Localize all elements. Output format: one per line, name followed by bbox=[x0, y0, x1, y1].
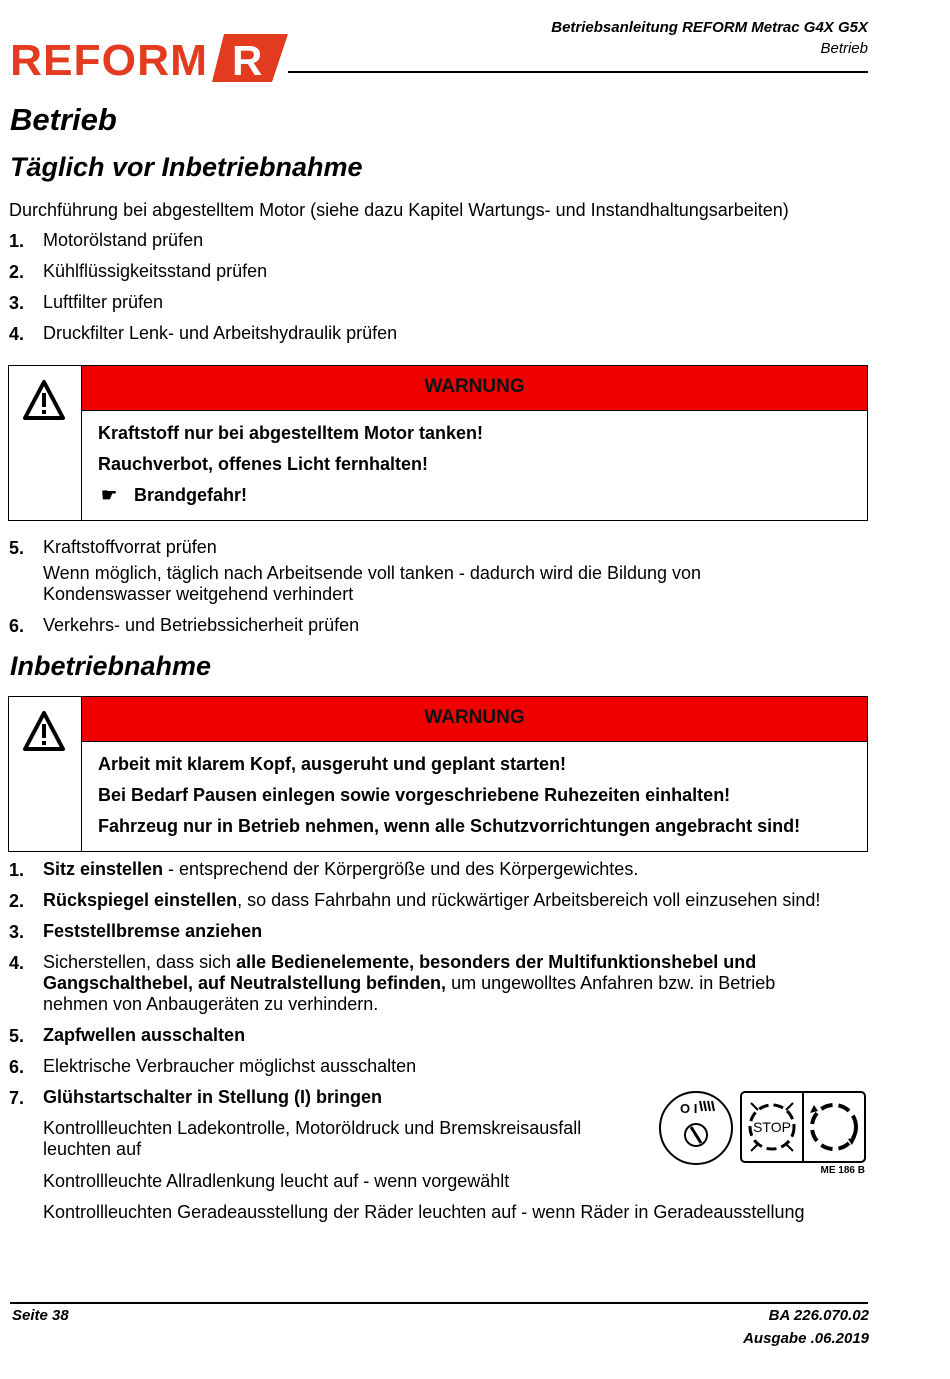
list-item-note: Kontrollleuchten Geradeausstellung der Räder leuchten auf - wenn Räder in Geradeausstellung bbox=[43, 1202, 805, 1222]
ignition-switch-icon bbox=[660, 1092, 732, 1164]
warning-icon-cell bbox=[9, 366, 82, 520]
list-number: 3. bbox=[9, 293, 25, 313]
list-number: 6. bbox=[9, 1057, 25, 1077]
page-title: Betrieb bbox=[10, 102, 117, 137]
warning-triangle-icon bbox=[9, 366, 81, 446]
footer-page-number: Seite 38 bbox=[12, 1307, 69, 1324]
control-lamps-panel bbox=[741, 1092, 865, 1162]
list-item-note: Kontrollleuchten Ladekontrolle, Motoröldruck und Bremskreisausfall leuchten auf bbox=[43, 1118, 582, 1159]
footer-doc-number: BA 226.070.02 bbox=[768, 1307, 869, 1324]
stop-lamp-icon bbox=[750, 1103, 794, 1151]
logo-wordmark: REFORM bbox=[10, 36, 208, 85]
glow-start-switch-figure bbox=[658, 1089, 870, 1177]
warning-triangle-icon bbox=[9, 697, 81, 777]
footer-rule bbox=[10, 1302, 868, 1304]
list-number: 6. bbox=[9, 616, 25, 636]
list-item: Verkehrs- und Betriebssicherheit prüfen bbox=[43, 615, 360, 635]
list-item-note: Wenn möglich, täglich nach Arbeitsende voll tanken - dadurch wird die Bildung von Kondenswasser weitgehend verhindert bbox=[43, 563, 702, 604]
list-number: 2. bbox=[9, 891, 25, 911]
list-item: Elektrische Verbraucher möglichst ausschalten bbox=[43, 1056, 417, 1076]
list-item: Kraftstoffvorrat prüfen bbox=[43, 537, 217, 557]
warning-box-fuel bbox=[8, 365, 868, 521]
header-rule bbox=[288, 71, 868, 73]
warning-text: Rauchverbot, offenes Licht fernhalten! bbox=[98, 454, 429, 474]
list-number: 4. bbox=[9, 324, 25, 344]
list-item: Sicherstellen, dass sich alle Bedienelemente, besonders der Multifunktionshebel und Gangschalthebel, auf Neutralstellung befinden, um ungewolltes Anfahren bzw. in Betrieb nehmen von Anbaugeräten zu verhindern. bbox=[43, 952, 776, 1014]
section-heading-daily: Täglich vor Inbetriebnahme bbox=[10, 152, 363, 182]
pointer-line bbox=[101, 485, 247, 506]
section-heading-startup: Inbetriebnahme bbox=[10, 651, 212, 681]
list-item: Zapfwellen ausschalten bbox=[43, 1025, 246, 1045]
list-number: 1. bbox=[9, 860, 25, 880]
list-number: 5. bbox=[9, 1026, 25, 1046]
section-intro: Durchführung bei abgestelltem Motor (siehe dazu Kapitel Wartungs- und Instandhaltungsarbeiten) bbox=[9, 200, 789, 220]
list-item: Kühlflüssigkeitsstand prüfen bbox=[43, 261, 268, 281]
header-subtitle: Betrieb bbox=[820, 40, 868, 57]
list-item: Glühstartschalter in Stellung (I) bringen bbox=[43, 1087, 383, 1107]
svg-text:STOP: STOP bbox=[753, 1119, 791, 1135]
list-item: Druckfilter Lenk- und Arbeitshydraulik prüfen bbox=[43, 323, 398, 343]
list-number: 7. bbox=[9, 1088, 25, 1108]
warning-label: WARNUNG bbox=[82, 697, 867, 742]
list-item: Motorölstand prüfen bbox=[43, 230, 204, 250]
list-item: Rückspiegel einstellen, so dass Fahrbahn und rückwärtiger Arbeitsbereich voll einzusehen sind! bbox=[43, 890, 821, 910]
list-number: 5. bbox=[9, 538, 25, 558]
logo-mark: R bbox=[232, 37, 263, 84]
warning-text: Kraftstoff nur bei abgestelltem Motor tanken! bbox=[98, 423, 484, 443]
warning-label: WARNUNG bbox=[82, 366, 867, 411]
warning-text: Fahrzeug nur in Betrieb nehmen, wenn alle Schutzvorrichtungen angebracht sind! bbox=[98, 816, 801, 836]
header-title: Betriebsanleitung REFORM Metrac G4X G5X bbox=[551, 19, 868, 36]
warning-box-startup bbox=[8, 696, 868, 852]
list-number: 4. bbox=[9, 953, 25, 973]
warning-text: Arbeit mit klarem Kopf, ausgeruht und geplant starten! bbox=[98, 754, 567, 774]
list-number: 3. bbox=[9, 922, 25, 942]
steering-lamp-icon bbox=[810, 1105, 856, 1149]
list-item: Sitz einstellen - entsprechend der Körpergröße und des Körpergewichtes. bbox=[43, 859, 639, 879]
figure-caption: ME 186 B bbox=[820, 1165, 865, 1176]
warning-icon-cell bbox=[9, 697, 82, 851]
warning-text: Brandgefahr! bbox=[134, 485, 248, 505]
reform-logo bbox=[10, 32, 290, 86]
list-number: 1. bbox=[9, 231, 25, 251]
svg-text:O I: O I bbox=[680, 1101, 698, 1116]
warning-text: Bei Bedarf Pausen einlegen sowie vorgeschriebene Ruhezeiten einhalten! bbox=[98, 785, 731, 805]
list-item: Luftfilter prüfen bbox=[43, 292, 164, 312]
pointing-hand-icon: ☛ bbox=[101, 485, 118, 505]
footer-edition: Ausgabe .06.2019 bbox=[743, 1330, 869, 1347]
list-item-note: Kontrollleuchte Allradlenkung leucht auf - wenn vorgewählt bbox=[43, 1171, 510, 1191]
list-number: 2. bbox=[9, 262, 25, 282]
list-item: Feststellbremse anziehen bbox=[43, 921, 263, 941]
